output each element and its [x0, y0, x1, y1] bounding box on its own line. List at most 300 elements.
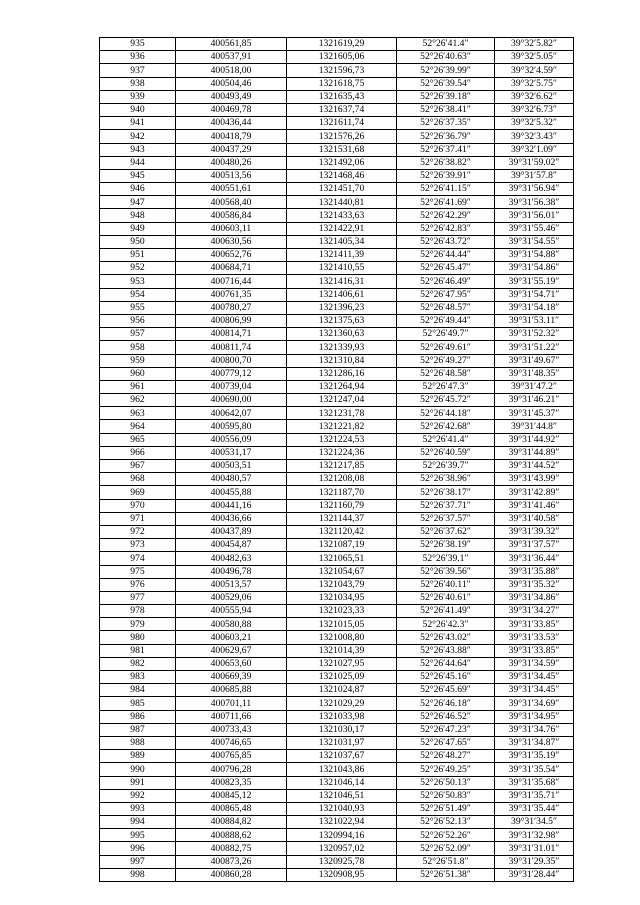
latitude-cell: 52°26′43.02″: [397, 631, 495, 644]
point-number-cell: 966: [100, 446, 176, 459]
y-coordinate-cell: 1321120,42: [287, 525, 397, 538]
x-coordinate-cell: 400482,63: [176, 552, 287, 565]
x-coordinate-cell: 400556,09: [176, 433, 287, 446]
longitude-cell: 39°31′57.8″: [495, 169, 574, 182]
longitude-cell: 39°31′32.98″: [495, 829, 574, 842]
y-coordinate-cell: 1321405,34: [287, 235, 397, 248]
point-number-cell: 952: [100, 262, 176, 275]
point-number-cell: 970: [100, 499, 176, 512]
table-row: [100, 460, 574, 473]
point-number-cell: 964: [100, 420, 176, 433]
latitude-cell: 52°26′42.3″: [397, 618, 495, 631]
longitude-cell: 39°31′55.46″: [495, 222, 574, 235]
point-number-cell: 954: [100, 288, 176, 301]
latitude-cell: 52°26′42.83″: [397, 222, 495, 235]
y-coordinate-cell: 1320994,16: [287, 829, 397, 842]
point-number-cell: 948: [100, 209, 176, 222]
y-coordinate-cell: 1321416,31: [287, 275, 397, 288]
coordinate-table: [99, 37, 574, 882]
y-coordinate-cell: 1321422,91: [287, 222, 397, 235]
point-number-cell: 986: [100, 710, 176, 723]
point-number-cell: 942: [100, 130, 176, 143]
table-row: [100, 736, 574, 749]
x-coordinate-cell: 400716,44: [176, 275, 287, 288]
y-coordinate-cell: 1321396,23: [287, 301, 397, 314]
latitude-cell: 52°26′45.16″: [397, 671, 495, 684]
longitude-cell: 39°31′34.45″: [495, 684, 574, 697]
x-coordinate-cell: 400561,85: [176, 38, 287, 51]
x-coordinate-cell: 400780,27: [176, 301, 287, 314]
point-number-cell: 957: [100, 328, 176, 341]
point-number-cell: 987: [100, 723, 176, 736]
table-row: [100, 328, 574, 341]
x-coordinate-cell: 400690,00: [176, 394, 287, 407]
y-coordinate-cell: 1321618,75: [287, 77, 397, 90]
longitude-cell: 39°31′53.11″: [495, 314, 574, 327]
table-row: [100, 117, 574, 130]
table-row: [100, 644, 574, 657]
x-coordinate-cell: 400551,61: [176, 183, 287, 196]
point-number-cell: 968: [100, 473, 176, 486]
longitude-cell: 39°31′54.55″: [495, 235, 574, 248]
x-coordinate-cell: 400531,17: [176, 446, 287, 459]
latitude-cell: 52°26′49.27″: [397, 354, 495, 367]
table-row: [100, 407, 574, 420]
table-row: [100, 235, 574, 248]
table-row: [100, 130, 574, 143]
table-row: [100, 222, 574, 235]
y-coordinate-cell: 1321030,17: [287, 723, 397, 736]
y-coordinate-cell: 1321224,36: [287, 446, 397, 459]
point-number-cell: 949: [100, 222, 176, 235]
point-number-cell: 950: [100, 235, 176, 248]
latitude-cell: 52°26′37.57″: [397, 512, 495, 525]
longitude-cell: 39°31′41.46″: [495, 499, 574, 512]
latitude-cell: 52°26′37.35″: [397, 117, 495, 130]
longitude-cell: 39°31′35.88″: [495, 565, 574, 578]
longitude-cell: 39°31′37.57″: [495, 539, 574, 552]
latitude-cell: 52°26′41.49″: [397, 605, 495, 618]
point-number-cell: 996: [100, 842, 176, 855]
point-number-cell: 998: [100, 868, 176, 881]
point-number-cell: 940: [100, 103, 176, 116]
table-row: [100, 684, 574, 697]
point-number-cell: 971: [100, 512, 176, 525]
table-row: [100, 249, 574, 262]
table-row: [100, 341, 574, 354]
y-coordinate-cell: 1321231,78: [287, 407, 397, 420]
table-row: [100, 578, 574, 591]
y-coordinate-cell: 1321531,68: [287, 143, 397, 156]
latitude-cell: 52°26′37.41″: [397, 143, 495, 156]
x-coordinate-cell: 400436,44: [176, 117, 287, 130]
point-number-cell: 992: [100, 789, 176, 802]
point-number-cell: 958: [100, 341, 176, 354]
x-coordinate-cell: 400669,39: [176, 671, 287, 684]
longitude-cell: 39°31′54.18″: [495, 301, 574, 314]
point-number-cell: 959: [100, 354, 176, 367]
x-coordinate-cell: 400603,11: [176, 222, 287, 235]
point-number-cell: 969: [100, 486, 176, 499]
latitude-cell: 52°26′44.18″: [397, 407, 495, 420]
y-coordinate-cell: 1320925,78: [287, 855, 397, 868]
latitude-cell: 52°26′41.4″: [397, 38, 495, 51]
table-row: [100, 446, 574, 459]
point-number-cell: 953: [100, 275, 176, 288]
longitude-cell: 39°31′44.8″: [495, 420, 574, 433]
x-coordinate-cell: 400800,70: [176, 354, 287, 367]
y-coordinate-cell: 1321310,84: [287, 354, 397, 367]
table-row: [100, 723, 574, 736]
table-row: [100, 420, 574, 433]
table-row: [100, 525, 574, 538]
table-row: [100, 288, 574, 301]
longitude-cell: 39°31′28.44″: [495, 868, 574, 881]
table-row: [100, 169, 574, 182]
latitude-cell: 52°26′48.57″: [397, 301, 495, 314]
longitude-cell: 39°31′54.86″: [495, 262, 574, 275]
longitude-cell: 39°31′33.85″: [495, 618, 574, 631]
table-row: [100, 301, 574, 314]
latitude-cell: 52°26′36.79″: [397, 130, 495, 143]
x-coordinate-cell: 400454,87: [176, 539, 287, 552]
table-row: [100, 486, 574, 499]
x-coordinate-cell: 400513,56: [176, 169, 287, 182]
latitude-cell: 52°26′50.13″: [397, 776, 495, 789]
x-coordinate-cell: 400418,79: [176, 130, 287, 143]
y-coordinate-cell: 1321043,79: [287, 578, 397, 591]
point-number-cell: 976: [100, 578, 176, 591]
longitude-cell: 39°32′5.05″: [495, 51, 574, 64]
x-coordinate-cell: 400865,48: [176, 802, 287, 815]
x-coordinate-cell: 400806,99: [176, 314, 287, 327]
table-row: [100, 750, 574, 763]
longitude-cell: 39°31′40.58″: [495, 512, 574, 525]
latitude-cell: 52°26′52.13″: [397, 816, 495, 829]
y-coordinate-cell: 1321208,08: [287, 473, 397, 486]
longitude-cell: 39°31′34.95″: [495, 710, 574, 723]
table-row: [100, 209, 574, 222]
latitude-cell: 52°26′46.18″: [397, 697, 495, 710]
point-number-cell: 994: [100, 816, 176, 829]
x-coordinate-cell: 400603,21: [176, 631, 287, 644]
table-row: [100, 380, 574, 393]
point-number-cell: 974: [100, 552, 176, 565]
table-row: [100, 143, 574, 156]
latitude-cell: 52°26′45.47″: [397, 262, 495, 275]
x-coordinate-cell: 400733,43: [176, 723, 287, 736]
y-coordinate-cell: 1321224,53: [287, 433, 397, 446]
x-coordinate-cell: 400436,66: [176, 512, 287, 525]
point-number-cell: 945: [100, 169, 176, 182]
longitude-cell: 39°31′49.67″: [495, 354, 574, 367]
x-coordinate-cell: 400493,49: [176, 90, 287, 103]
y-coordinate-cell: 1321637,74: [287, 103, 397, 116]
x-coordinate-cell: 400765,85: [176, 750, 287, 763]
latitude-cell: 52°26′47.23″: [397, 723, 495, 736]
latitude-cell: 52°26′45.69″: [397, 684, 495, 697]
latitude-cell: 52°26′41.15″: [397, 183, 495, 196]
y-coordinate-cell: 1321046,51: [287, 789, 397, 802]
table-row: [100, 539, 574, 552]
longitude-cell: 39°31′35.54″: [495, 763, 574, 776]
y-coordinate-cell: 1320957,02: [287, 842, 397, 855]
point-number-cell: 981: [100, 644, 176, 657]
longitude-cell: 39°31′35.71″: [495, 789, 574, 802]
latitude-cell: 52°26′39.7″: [397, 460, 495, 473]
longitude-cell: 39°31′54.88″: [495, 249, 574, 262]
latitude-cell: 52°26′51.38″: [397, 868, 495, 881]
x-coordinate-cell: 400814,71: [176, 328, 287, 341]
latitude-cell: 52°26′49.25″: [397, 763, 495, 776]
x-coordinate-cell: 400873,26: [176, 855, 287, 868]
longitude-cell: 39°31′56.94″: [495, 183, 574, 196]
point-number-cell: 941: [100, 117, 176, 130]
table-row: [100, 196, 574, 209]
x-coordinate-cell: 400711,66: [176, 710, 287, 723]
longitude-cell: 39°31′44.52″: [495, 460, 574, 473]
x-coordinate-cell: 400779,12: [176, 367, 287, 380]
latitude-cell: 52°26′40.59″: [397, 446, 495, 459]
point-number-cell: 946: [100, 183, 176, 196]
y-coordinate-cell: 1320908,95: [287, 868, 397, 881]
point-number-cell: 978: [100, 605, 176, 618]
y-coordinate-cell: 1321406,61: [287, 288, 397, 301]
x-coordinate-cell: 400701,11: [176, 697, 287, 710]
table-row: [100, 51, 574, 64]
latitude-cell: 52°26′49.7″: [397, 328, 495, 341]
y-coordinate-cell: 1321023,33: [287, 605, 397, 618]
y-coordinate-cell: 1321247,04: [287, 394, 397, 407]
x-coordinate-cell: 400480,57: [176, 473, 287, 486]
point-number-cell: 983: [100, 671, 176, 684]
point-number-cell: 988: [100, 736, 176, 749]
longitude-cell: 39°31′36.44″: [495, 552, 574, 565]
latitude-cell: 52°26′38.17″: [397, 486, 495, 499]
longitude-cell: 39°31′56.38″: [495, 196, 574, 209]
point-number-cell: 972: [100, 525, 176, 538]
y-coordinate-cell: 1321286,16: [287, 367, 397, 380]
y-coordinate-cell: 1321468,46: [287, 169, 397, 182]
latitude-cell: 52°26′42.68″: [397, 420, 495, 433]
table-row: [100, 618, 574, 631]
x-coordinate-cell: 400630,56: [176, 235, 287, 248]
y-coordinate-cell: 1321065,51: [287, 552, 397, 565]
latitude-cell: 52°26′44.64″: [397, 657, 495, 670]
latitude-cell: 52°26′38.96″: [397, 473, 495, 486]
table-row: [100, 38, 574, 51]
point-number-cell: 935: [100, 38, 176, 51]
point-number-cell: 939: [100, 90, 176, 103]
point-number-cell: 977: [100, 591, 176, 604]
x-coordinate-cell: 400882,75: [176, 842, 287, 855]
latitude-cell: 52°26′37.71″: [397, 499, 495, 512]
y-coordinate-cell: 1321046,14: [287, 776, 397, 789]
y-coordinate-cell: 1321014,39: [287, 644, 397, 657]
longitude-cell: 39°31′44.89″: [495, 446, 574, 459]
latitude-cell: 52°26′51.49″: [397, 802, 495, 815]
point-number-cell: 967: [100, 460, 176, 473]
point-number-cell: 965: [100, 433, 176, 446]
table-row: [100, 829, 574, 842]
x-coordinate-cell: 400811,74: [176, 341, 287, 354]
table-row: [100, 842, 574, 855]
y-coordinate-cell: 1321635,43: [287, 90, 397, 103]
table-row: [100, 90, 574, 103]
table-row: [100, 868, 574, 881]
longitude-cell: 39°31′35.44″: [495, 802, 574, 815]
point-number-cell: 985: [100, 697, 176, 710]
latitude-cell: 52°26′52.26″: [397, 829, 495, 842]
table-row: [100, 855, 574, 868]
longitude-cell: 39°31′55.19″: [495, 275, 574, 288]
y-coordinate-cell: 1321410,55: [287, 262, 397, 275]
point-number-cell: 956: [100, 314, 176, 327]
point-number-cell: 938: [100, 77, 176, 90]
longitude-cell: 39°31′35.32″: [495, 578, 574, 591]
point-number-cell: 990: [100, 763, 176, 776]
table-row: [100, 499, 574, 512]
latitude-cell: 52°26′39.54″: [397, 77, 495, 90]
latitude-cell: 52°26′42.29″: [397, 209, 495, 222]
x-coordinate-cell: 400469,78: [176, 103, 287, 116]
x-coordinate-cell: 400739,04: [176, 380, 287, 393]
coordinate-table-body: [100, 38, 574, 882]
latitude-cell: 52°26′52.09″: [397, 842, 495, 855]
y-coordinate-cell: 1321605,06: [287, 51, 397, 64]
longitude-cell: 39°31′39.32″: [495, 525, 574, 538]
point-number-cell: 961: [100, 380, 176, 393]
longitude-cell: 39°31′34.5″: [495, 816, 574, 829]
x-coordinate-cell: 400441,16: [176, 499, 287, 512]
latitude-cell: 52°26′43.72″: [397, 235, 495, 248]
latitude-cell: 52°26′47.65″: [397, 736, 495, 749]
x-coordinate-cell: 400685,88: [176, 684, 287, 697]
x-coordinate-cell: 400503,51: [176, 460, 287, 473]
longitude-cell: 39°32′5.32″: [495, 117, 574, 130]
x-coordinate-cell: 400518,00: [176, 64, 287, 77]
table-row: [100, 183, 574, 196]
table-row: [100, 710, 574, 723]
x-coordinate-cell: 400496,78: [176, 565, 287, 578]
point-number-cell: 960: [100, 367, 176, 380]
y-coordinate-cell: 1321040,93: [287, 802, 397, 815]
longitude-cell: 39°31′34.86″: [495, 591, 574, 604]
longitude-cell: 39°31′34.87″: [495, 736, 574, 749]
y-coordinate-cell: 1321144,37: [287, 512, 397, 525]
y-coordinate-cell: 1321217,85: [287, 460, 397, 473]
point-number-cell: 936: [100, 51, 176, 64]
latitude-cell: 52°26′48.27″: [397, 750, 495, 763]
x-coordinate-cell: 400796,28: [176, 763, 287, 776]
y-coordinate-cell: 1321576,26: [287, 130, 397, 143]
latitude-cell: 52°26′37.62″: [397, 525, 495, 538]
latitude-cell: 52°26′39.1″: [397, 552, 495, 565]
latitude-cell: 52°26′38.19″: [397, 539, 495, 552]
longitude-cell: 39°31′33.53″: [495, 631, 574, 644]
longitude-cell: 39°31′59.02″: [495, 156, 574, 169]
longitude-cell: 39°32′6.73″: [495, 103, 574, 116]
x-coordinate-cell: 400455,88: [176, 486, 287, 499]
x-coordinate-cell: 400823,35: [176, 776, 287, 789]
table-row: [100, 605, 574, 618]
point-number-cell: 979: [100, 618, 176, 631]
latitude-cell: 52°26′39.56″: [397, 565, 495, 578]
point-number-cell: 982: [100, 657, 176, 670]
x-coordinate-cell: 400586,84: [176, 209, 287, 222]
longitude-cell: 39°32′6.62″: [495, 90, 574, 103]
table-row: [100, 512, 574, 525]
table-row: [100, 671, 574, 684]
table-row: [100, 591, 574, 604]
point-number-cell: 937: [100, 64, 176, 77]
latitude-cell: 52°26′40.11″: [397, 578, 495, 591]
x-coordinate-cell: 400437,89: [176, 525, 287, 538]
table-row: [100, 565, 574, 578]
table-row: [100, 156, 574, 169]
longitude-cell: 39°31′34.76″: [495, 723, 574, 736]
longitude-cell: 39°31′34.45″: [495, 671, 574, 684]
x-coordinate-cell: 400653,60: [176, 657, 287, 670]
y-coordinate-cell: 1321043,86: [287, 763, 397, 776]
y-coordinate-cell: 1321492,06: [287, 156, 397, 169]
y-coordinate-cell: 1321037,67: [287, 750, 397, 763]
latitude-cell: 52°26′44.44″: [397, 249, 495, 262]
x-coordinate-cell: 400684,71: [176, 262, 287, 275]
y-coordinate-cell: 1321029,29: [287, 697, 397, 710]
x-coordinate-cell: 400845,12: [176, 789, 287, 802]
latitude-cell: 52°26′47.95″: [397, 288, 495, 301]
latitude-cell: 52°26′43.88″: [397, 644, 495, 657]
latitude-cell: 52°26′46.49″: [397, 275, 495, 288]
table-row: [100, 763, 574, 776]
table-row: [100, 789, 574, 802]
latitude-cell: 52°26′41.69″: [397, 196, 495, 209]
y-coordinate-cell: 1321440,81: [287, 196, 397, 209]
x-coordinate-cell: 400746,65: [176, 736, 287, 749]
longitude-cell: 39°31′33.85″: [495, 644, 574, 657]
longitude-cell: 39°31′29.35″: [495, 855, 574, 868]
table-row: [100, 657, 574, 670]
x-coordinate-cell: 400888,62: [176, 829, 287, 842]
latitude-cell: 52°26′39.91″: [397, 169, 495, 182]
latitude-cell: 52°26′40.61″: [397, 591, 495, 604]
y-coordinate-cell: 1321024,87: [287, 684, 397, 697]
y-coordinate-cell: 1321375,63: [287, 314, 397, 327]
point-number-cell: 943: [100, 143, 176, 156]
x-coordinate-cell: 400504,46: [176, 77, 287, 90]
longitude-cell: 39°31′34.69″: [495, 697, 574, 710]
x-coordinate-cell: 400642,07: [176, 407, 287, 420]
table-row: [100, 631, 574, 644]
longitude-cell: 39°31′31.01″: [495, 842, 574, 855]
point-number-cell: 955: [100, 301, 176, 314]
y-coordinate-cell: 1321008,80: [287, 631, 397, 644]
longitude-cell: 39°31′34.27″: [495, 605, 574, 618]
table-row: [100, 103, 574, 116]
x-coordinate-cell: 400555,94: [176, 605, 287, 618]
longitude-cell: 39°31′52.32″: [495, 328, 574, 341]
table-row: [100, 77, 574, 90]
longitude-cell: 39°31′56.01″: [495, 209, 574, 222]
longitude-cell: 39°32′5.82″: [495, 38, 574, 51]
y-coordinate-cell: 1321451,70: [287, 183, 397, 196]
longitude-cell: 39°32′4.59″: [495, 64, 574, 77]
point-number-cell: 995: [100, 829, 176, 842]
latitude-cell: 52°26′41.4″: [397, 433, 495, 446]
latitude-cell: 52°26′48.58″: [397, 367, 495, 380]
point-number-cell: 947: [100, 196, 176, 209]
